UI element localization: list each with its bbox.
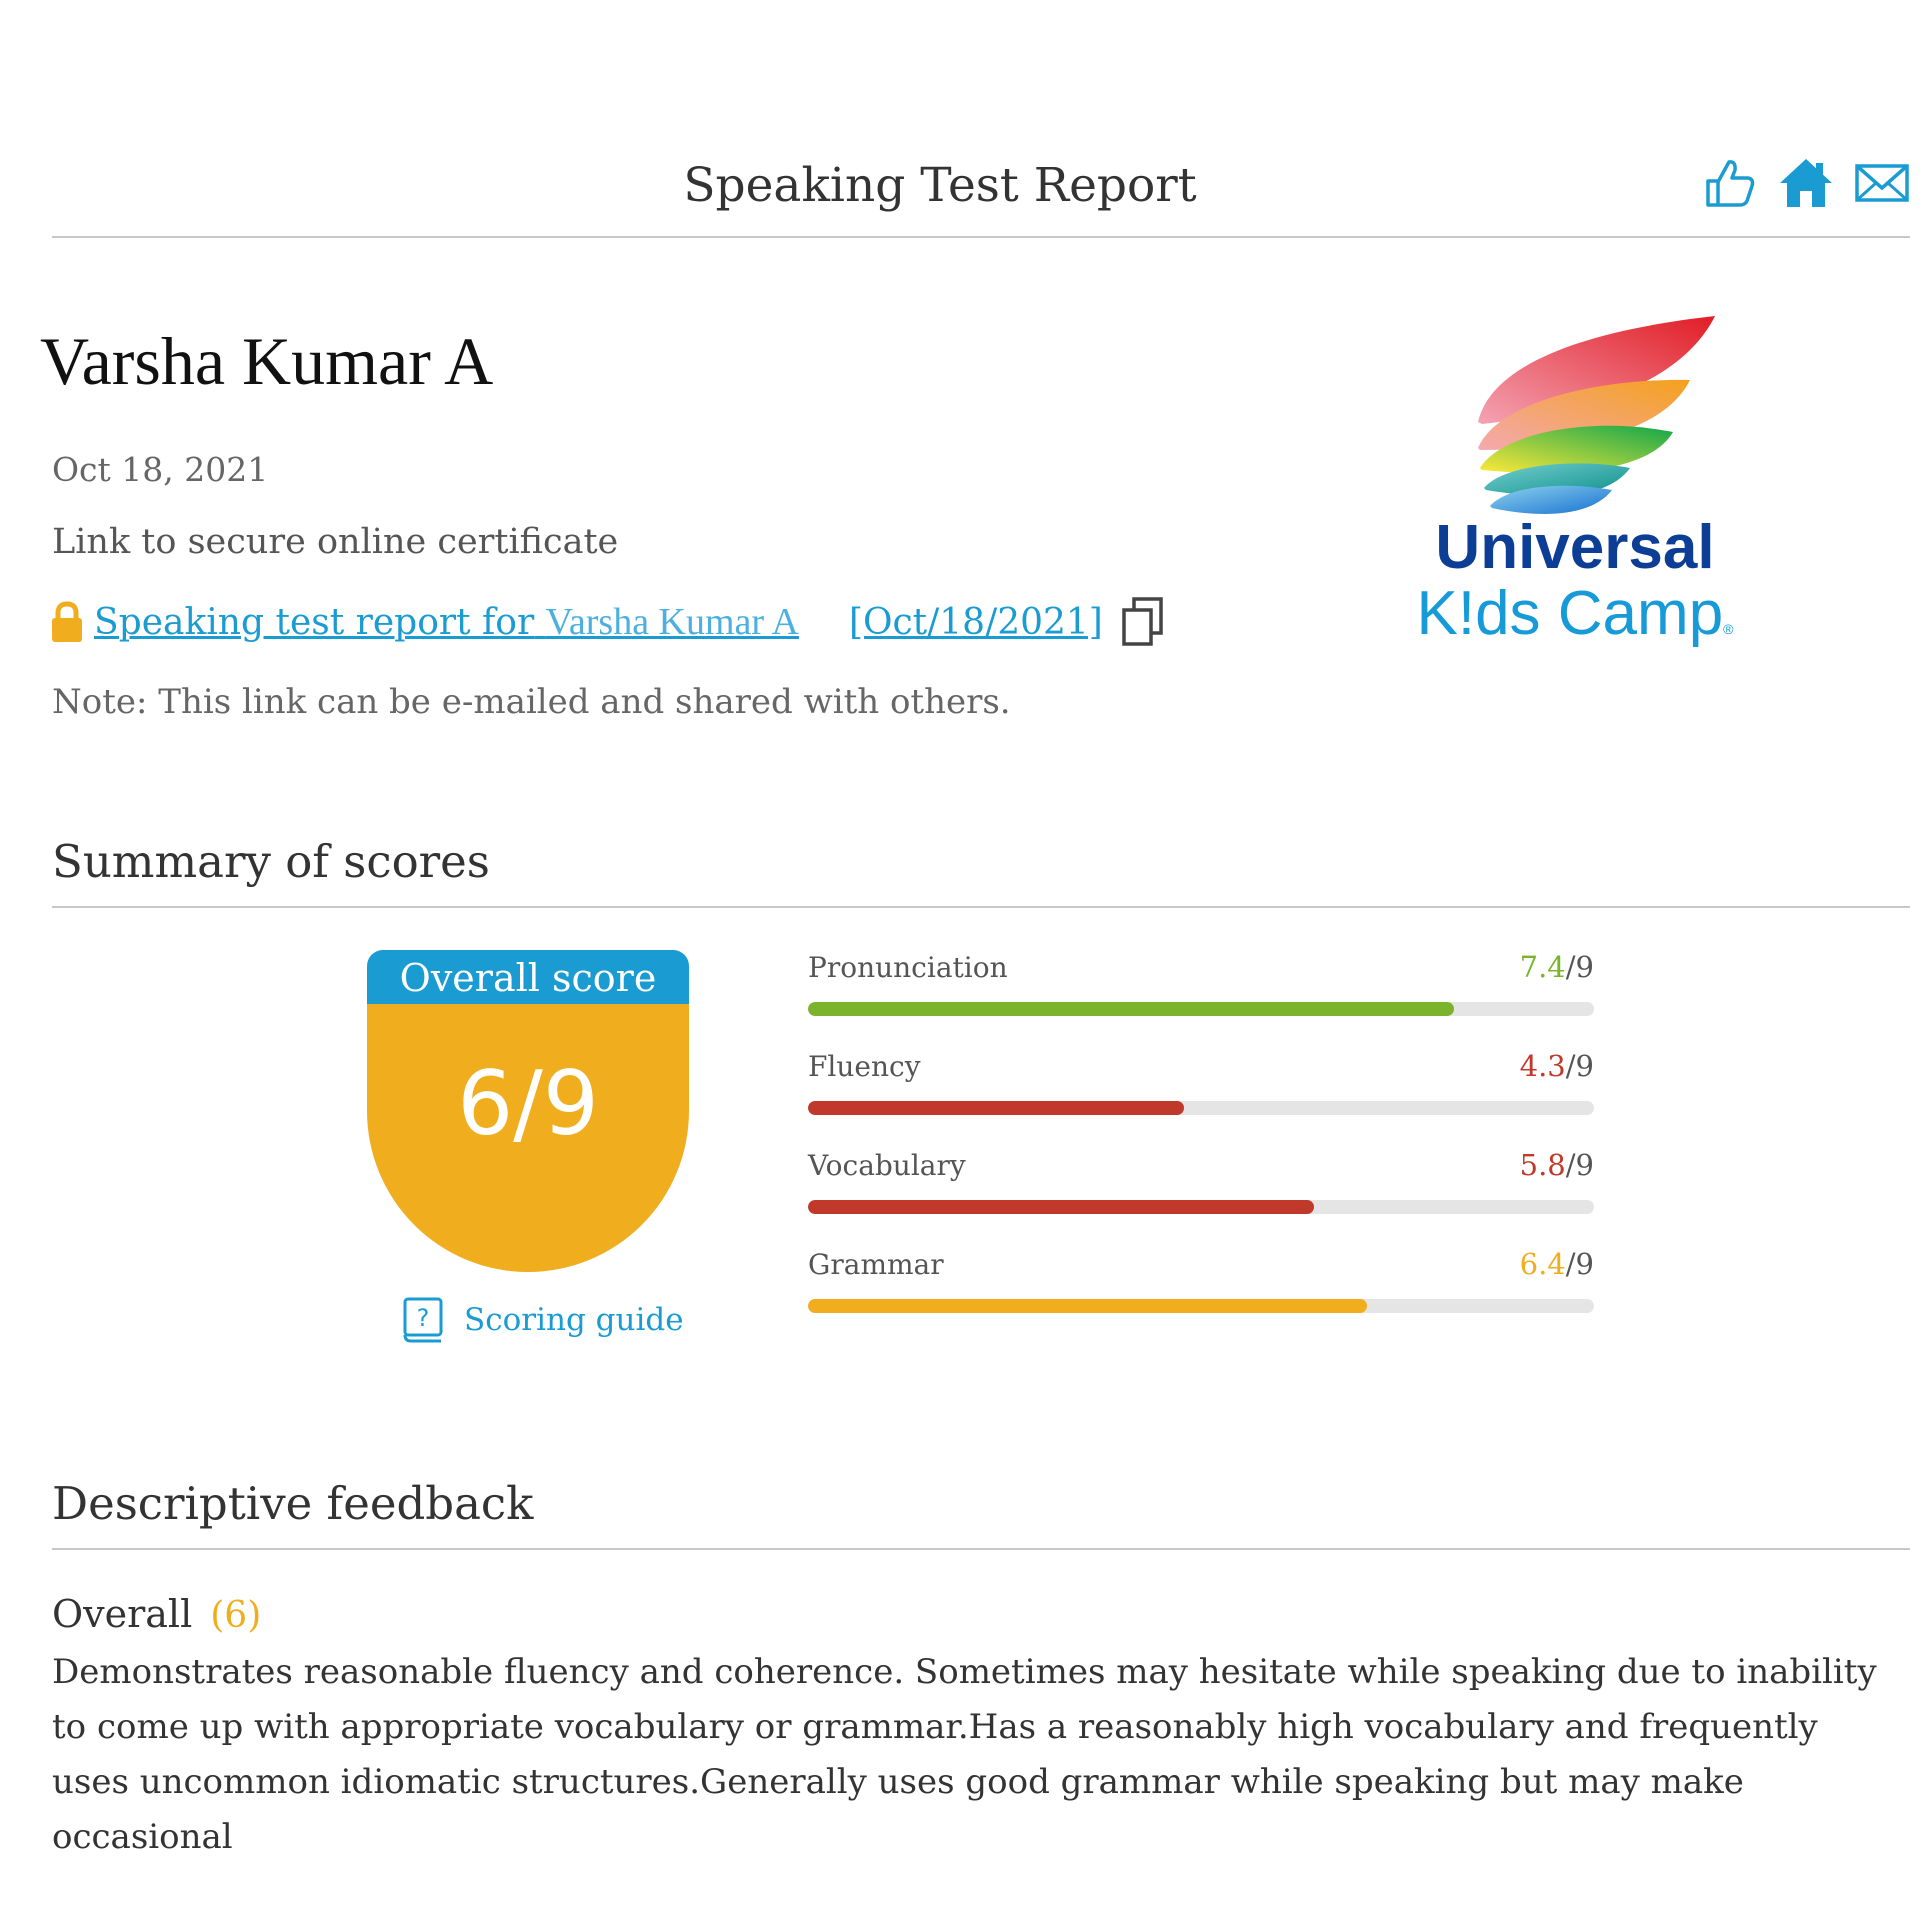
scoring-guide-link[interactable] bbox=[402, 1296, 684, 1344]
share-note: Note: This link can be e-mailed and shared with others. bbox=[52, 682, 1011, 722]
score-display bbox=[1520, 1148, 1594, 1182]
score-fill bbox=[808, 1299, 1367, 1313]
header-actions bbox=[1702, 155, 1910, 211]
score-value: 7.4 bbox=[1519, 950, 1566, 984]
score-fill bbox=[808, 1101, 1184, 1115]
certificate-intro: Link to secure online certificate bbox=[52, 522, 619, 562]
score-track bbox=[808, 1200, 1594, 1214]
thumbs-up-icon[interactable] bbox=[1702, 155, 1758, 211]
certificate-link[interactable] bbox=[94, 600, 1103, 644]
student-name: Varsha Kumar A bbox=[40, 323, 494, 399]
score-fill bbox=[808, 1200, 1314, 1214]
scoring-guide-label: Scoring guide bbox=[464, 1302, 684, 1338]
score-bar-vocabulary bbox=[808, 1148, 1594, 1214]
score-value: 4.3 bbox=[1519, 1049, 1566, 1083]
lock-icon bbox=[50, 601, 84, 643]
page-title: Speaking Test Report bbox=[683, 158, 1197, 213]
certificate-link-name: Varsha Kumar A bbox=[545, 601, 799, 643]
overall-score-value: 6/9 bbox=[457, 1052, 599, 1155]
header-divider bbox=[52, 236, 1910, 238]
score-track bbox=[808, 1101, 1594, 1115]
question-book-icon bbox=[402, 1296, 444, 1344]
report-date: Oct 18, 2021 bbox=[52, 450, 269, 489]
score-display bbox=[1520, 1247, 1594, 1281]
certificate-link-prefix: Speaking test report for bbox=[94, 602, 535, 643]
overall-feedback-score: (6) bbox=[210, 1595, 262, 1636]
score-display bbox=[1520, 950, 1594, 984]
score-label: Grammar bbox=[808, 1248, 944, 1281]
summary-divider bbox=[52, 906, 1910, 908]
feedback-divider bbox=[52, 1548, 1910, 1550]
copy-icon[interactable] bbox=[1121, 596, 1165, 648]
logo-reg: ® bbox=[1723, 621, 1734, 637]
score-max: /9 bbox=[1565, 1247, 1594, 1281]
home-icon[interactable] bbox=[1778, 155, 1834, 211]
certificate-link-row bbox=[50, 596, 1165, 648]
score-display bbox=[1520, 1049, 1594, 1083]
score-bar-fluency bbox=[808, 1049, 1594, 1115]
score-max: /9 bbox=[1565, 950, 1594, 984]
overall-feedback-label: Overall bbox=[52, 1592, 193, 1636]
svg-text:?: ? bbox=[416, 1304, 430, 1332]
overall-feedback-text: Demonstrates reasonable fluency and coherence. Sometimes may hesitate while speaking due to inability to come up with appropriate vocabulary or grammar.Has a reasonably high vocabulary and frequently uses uncommon idiomatic structures.Generally uses good grammar while speaking but may make occasional bbox=[52, 1652, 1877, 1857]
certificate-link-date: [Oct/18/2021] bbox=[848, 602, 1103, 643]
score-value: 6.4 bbox=[1519, 1247, 1566, 1281]
overall-score-body bbox=[367, 1004, 689, 1272]
score-value: 5.8 bbox=[1519, 1148, 1566, 1182]
overall-score-badge bbox=[367, 950, 689, 1272]
score-label: Vocabulary bbox=[808, 1149, 966, 1182]
score-track bbox=[808, 1002, 1594, 1016]
mail-icon[interactable] bbox=[1854, 155, 1910, 211]
score-fill bbox=[808, 1002, 1454, 1016]
score-max: /9 bbox=[1565, 1148, 1594, 1182]
score-bar-pronunciation bbox=[808, 950, 1594, 1016]
score-label: Fluency bbox=[808, 1050, 921, 1083]
score-bar-grammar bbox=[808, 1247, 1594, 1313]
overall-score-label: Overall score bbox=[367, 950, 689, 1004]
score-label: Pronunciation bbox=[808, 951, 1008, 984]
score-max: /9 bbox=[1565, 1049, 1594, 1083]
feedback-heading: Descriptive feedback bbox=[52, 1477, 534, 1530]
logo-line1: Universal bbox=[1435, 513, 1715, 582]
logo-line2-text: K!ds Camp bbox=[1416, 579, 1724, 648]
summary-heading: Summary of scores bbox=[52, 835, 490, 888]
logo-line2 bbox=[1405, 578, 1745, 649]
score-track bbox=[808, 1299, 1594, 1313]
overall-feedback-title bbox=[52, 1592, 261, 1636]
